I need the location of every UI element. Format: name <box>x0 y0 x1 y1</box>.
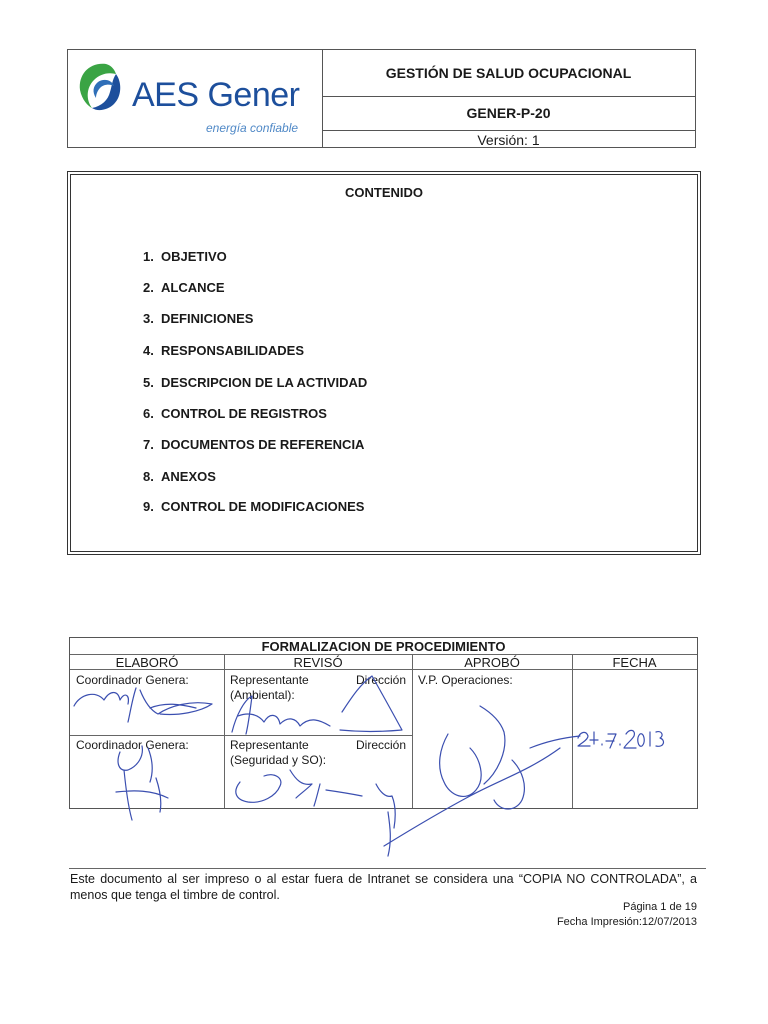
contents-box <box>67 171 701 555</box>
toc-label: RESPONSABILIDADES <box>161 343 305 358</box>
toc-item-documentos-referencia <box>143 437 364 452</box>
toc-label: DOCUMENTOS DE REFERENCIA <box>161 437 365 452</box>
column-header-elaboro: ELABORÓ <box>70 655 224 670</box>
reviso-role-1 <box>224 671 412 705</box>
toc-label: DEFINICIONES <box>161 311 254 326</box>
toc-label: ALCANCE <box>161 280 225 295</box>
contents-inner-frame <box>70 174 698 552</box>
toc-label: CONTROL DE MODIFICACIONES <box>161 499 365 514</box>
toc-number: 7. <box>143 437 154 452</box>
logo-wordmark: AES Gener <box>132 76 300 114</box>
logo-cell <box>68 50 323 147</box>
uncontrolled-copy-notice: Este documento al ser impreso o al estar fuera de Intranet se considera una “COPIA NO CONTROLADA”, a menos que tenga el timbre de control. <box>70 872 697 902</box>
toc-label: CONTROL DE REGISTROS <box>161 406 327 421</box>
print-date: Fecha Impresión:12/07/2013 <box>556 916 697 928</box>
document-version: Versión: 1 <box>477 132 540 148</box>
toc-label: OBJETIVO <box>161 249 227 264</box>
toc-item-definiciones <box>143 311 253 326</box>
reviso-role-1-line <box>230 673 406 688</box>
column-header-reviso: REVISÓ <box>224 655 412 670</box>
toc-item-objetivo <box>143 249 227 264</box>
logo-tagline: energía confiable <box>206 121 299 135</box>
document-code: GENER-P-20 <box>322 96 695 131</box>
elaboro-role-2: Coordinador Genera: <box>76 738 189 752</box>
toc-item-control-modificaciones <box>143 499 364 514</box>
reviso-role-2-b: Dirección <box>355 738 406 752</box>
document-header <box>67 49 696 148</box>
reviso-role-1-c: (Ambiental): <box>230 688 295 702</box>
reviso-role-2 <box>224 736 412 770</box>
column-header-aprobo: APROBÓ <box>412 655 572 670</box>
reviso-role-2-a: Representante <box>230 738 309 752</box>
toc-item-descripcion <box>143 375 367 390</box>
contents-title: CONTENIDO <box>345 185 423 200</box>
toc-item-anexos <box>143 469 216 484</box>
toc-item-control-registros <box>143 406 327 421</box>
toc-number: 5. <box>143 375 154 390</box>
toc-number: 9. <box>143 499 154 514</box>
elaboro-role-1: Coordinador Genera: <box>76 673 189 687</box>
footer-divider <box>69 868 706 869</box>
column-header-fecha: FECHA <box>572 655 697 670</box>
toc-label: ANEXOS <box>161 469 216 484</box>
aprobo-role: V.P. Operaciones: <box>418 673 513 687</box>
toc-number: 3. <box>143 311 154 326</box>
toc-number: 6. <box>143 406 154 421</box>
aes-logo-icon <box>76 60 126 112</box>
reviso-role-1-b: Dirección <box>355 673 406 687</box>
toc-item-responsabilidades <box>143 343 304 358</box>
toc-number: 8. <box>143 469 154 484</box>
document-title: GESTIÓN DE SALUD OCUPACIONAL <box>322 50 695 97</box>
toc-number: 2. <box>143 280 154 295</box>
reviso-role-1-a: Representante <box>230 673 309 687</box>
page-number: Página 1 de 19 <box>622 901 697 913</box>
formalization-table <box>69 637 698 809</box>
reviso-role-2-c: (Seguridad y SO): <box>230 753 327 767</box>
toc-label: DESCRIPCION DE LA ACTIVIDAD <box>161 375 368 390</box>
formalization-title: FORMALIZACION DE PROCEDIMIENTO <box>70 638 697 655</box>
reviso-role-2-line <box>230 738 406 753</box>
toc-number: 1. <box>143 249 154 264</box>
toc-number: 4. <box>143 343 154 358</box>
toc-item-alcance <box>143 280 225 295</box>
